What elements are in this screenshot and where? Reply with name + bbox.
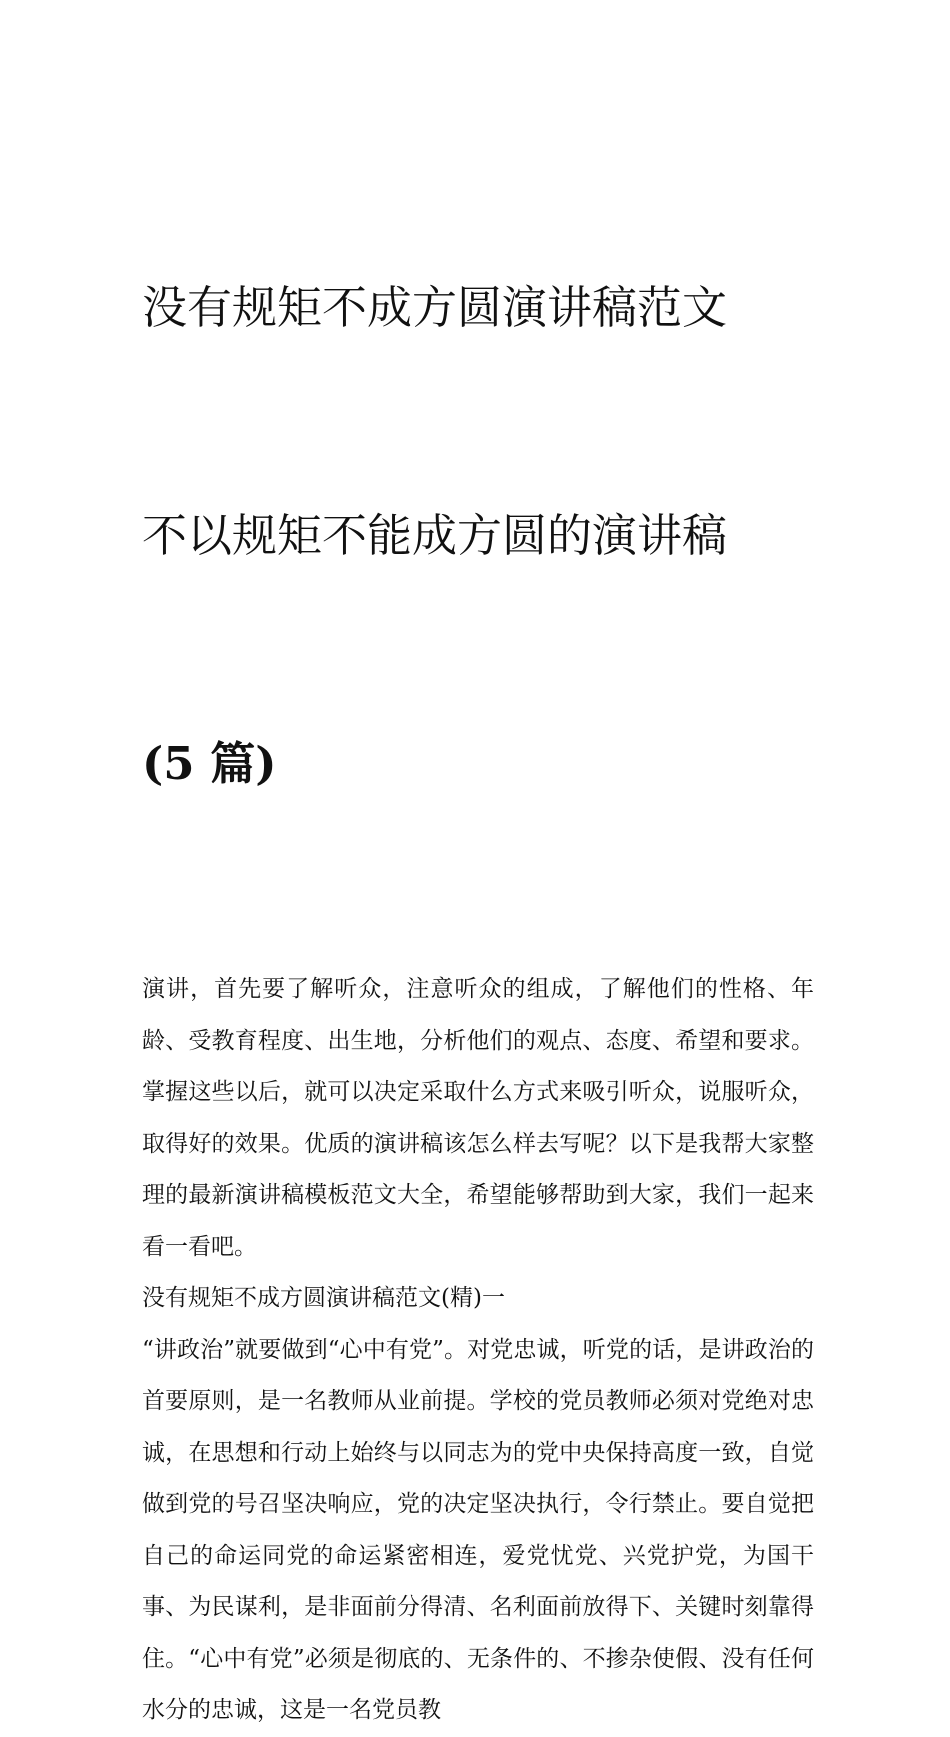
title-line: 不以规矩不能成方圆的演讲稿 — [142, 509, 728, 562]
title-line: 没有规矩不成方圆演讲稿范文 — [142, 281, 728, 334]
title-count: (5 篇) — [142, 737, 277, 790]
document-title — [142, 118, 814, 954]
intro-paragraph: 演讲，首先要了解听众，注意听众的组成，了解他们的性格、年龄、受教育程度、出生地，分析他们的观点、态度、希望和要求。掌握这些以后，就可以决定采取什么方式来吸引听众，说服听众，取得好的效果。优质的演讲稿该怎么样去写呢？以下是我帮大家整理的最新演讲稿模板范文大全，希望能够帮助到大家，我们一起来看一看吧。 — [142, 976, 814, 1260]
document-content — [142, 118, 814, 1737]
section-heading: 没有规矩不成方圆演讲稿范文(精)一 — [142, 1285, 505, 1311]
body-paragraph: “讲政治”就要做到“心中有党”。对党忠诚，听党的话，是讲政治的首要原则，是一名教师从业前提。学校的党员教师必须对党绝对忠诚，在思想和行动上始终与以同志为的党中央保持高度一致，自觉做到党的号召坚决响应，党的决定坚决执行，令行禁止。要自觉把自己的命运同党的命运紧密相连，爱党忧党、兴党护党，为国干事、为民谋利，是非面前分得清、名利面前放得下、关键时刻靠得住。“心中有党”必须是彻底的、无条件的、不掺杂使假、没有任何水分的忠诚，这是一名党员教 — [142, 1336, 814, 1723]
